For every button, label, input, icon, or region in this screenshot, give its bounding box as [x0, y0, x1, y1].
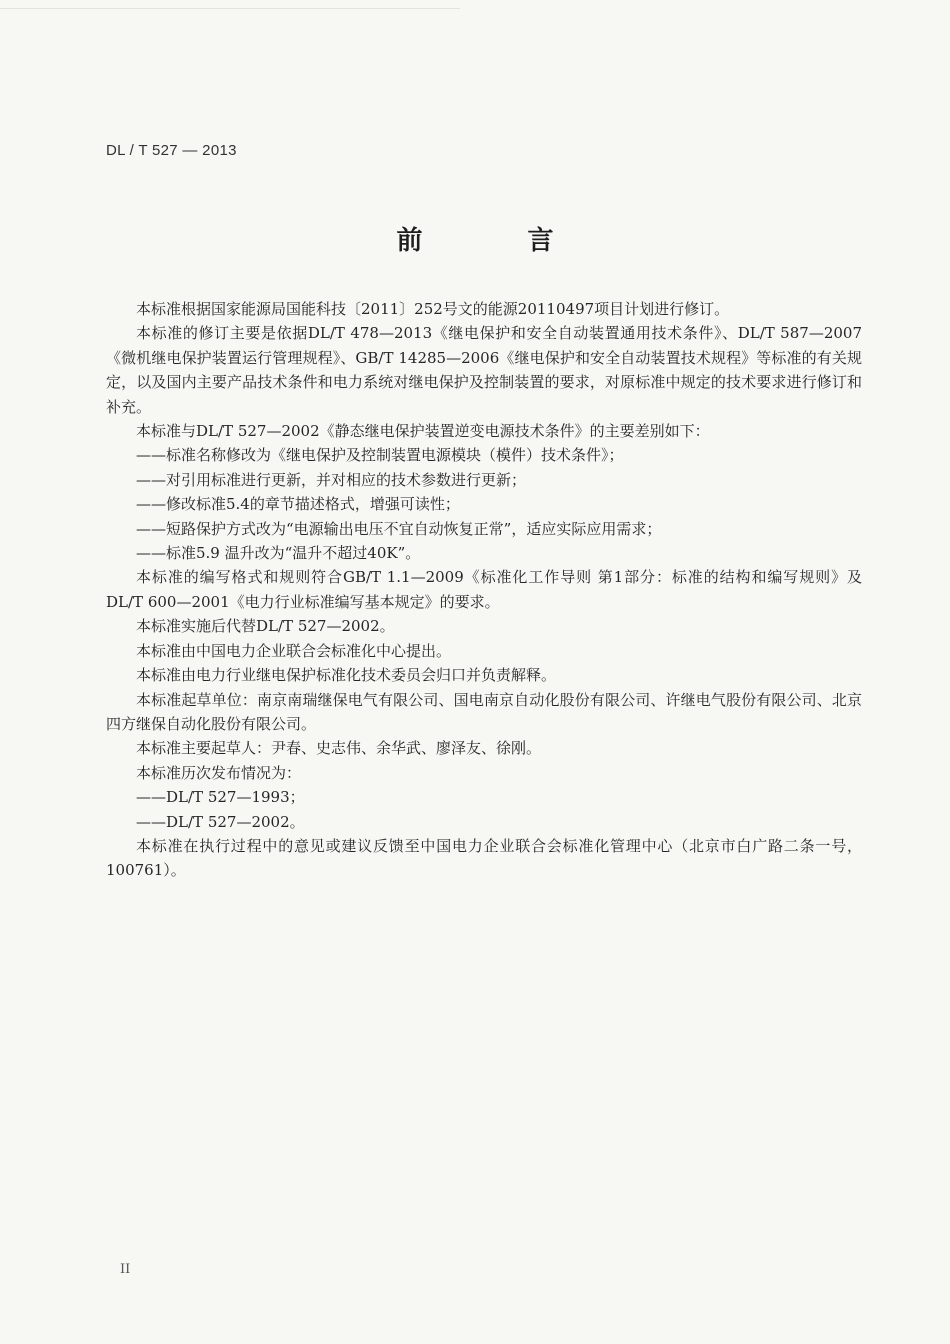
paragraph: 本标准在执行过程中的意见或建议反馈至中国电力企业联合会标准化管理中心（北京市白广路二条一号，100761）。 — [106, 836, 862, 880]
history-item: ——DL/T 527—1993； — [136, 788, 305, 807]
paragraph: 本标准的编写格式和规则符合GB/T 1.1—2009《标准化工作导则 第1部分：标准的结构和编写规则》及DL/T 600—2001《电力行业标准编写基本规定》的要求。 — [106, 568, 862, 611]
paragraph: 本标准主要起草人：尹春、史志伟、余华武、廖泽友、徐刚。 — [136, 739, 542, 758]
paragraph: 本标准的修订主要是依据DL/T 478—2013《继电保护和安全自动装置通用技术条件》、DL/T 587—2007《微机继电保护装置运行管理规程》、GB/T 14285—2006《继电保护和安全自动装置技术规程》等标准的有关规定，以及国内主要产品技术条件和电力系统对继电保护及控制装置的要求，对原标准中规定的技术要求进行修订和补充。 — [106, 324, 862, 416]
difference-item: ——对引用标准进行更新，并对相应的技术参数进行更新； — [136, 470, 527, 489]
standard-code: DL / T 527 — 2013 — [106, 142, 237, 159]
page-number: II — [120, 1262, 131, 1277]
paragraph: 本标准起草单位：南京南瑞继保电气有限公司、国电南京自动化股份有限公司、许继电气股份有限公司、北京四方继保自动化股份有限公司。 — [106, 690, 862, 733]
paragraph: 本标准与DL/T 527—2002《静态继电保护装置逆变电源技术条件》的主要差别如下： — [136, 422, 710, 441]
paragraph: 本标准历次发布情况为： — [136, 763, 302, 782]
difference-item: ——修改标准5.4的章节描述格式，增强可读性； — [136, 495, 460, 514]
difference-item: ——标准名称修改为《继电保护及控制装置电源模块（模件）技术条件》； — [136, 446, 624, 465]
foreword-body — [106, 297, 862, 883]
paragraph: 本标准实施后代替DL/T 527—2002。 — [136, 617, 395, 636]
scan-edge — [0, 8, 460, 9]
difference-item: ——短路保护方式改为“电源输出电压不宜自动恢复正常”，适应实际应用需求； — [136, 519, 662, 538]
paragraph: 本标准根据国家能源局国能科技〔2011〕252号文的能源20110497项目计划进行修订。 — [136, 300, 730, 318]
paragraph: 本标准由中国电力企业联合会标准化中心提出。 — [136, 641, 452, 660]
page-title: 前 言 — [396, 226, 602, 256]
paragraph: 本标准由电力行业继电保护标准化技术委员会归口并负责解释。 — [136, 666, 557, 685]
difference-item: ——标准5.9 温升改为“温升不超过40K”。 — [136, 544, 421, 563]
history-item: ——DL/T 527—2002。 — [136, 812, 305, 831]
